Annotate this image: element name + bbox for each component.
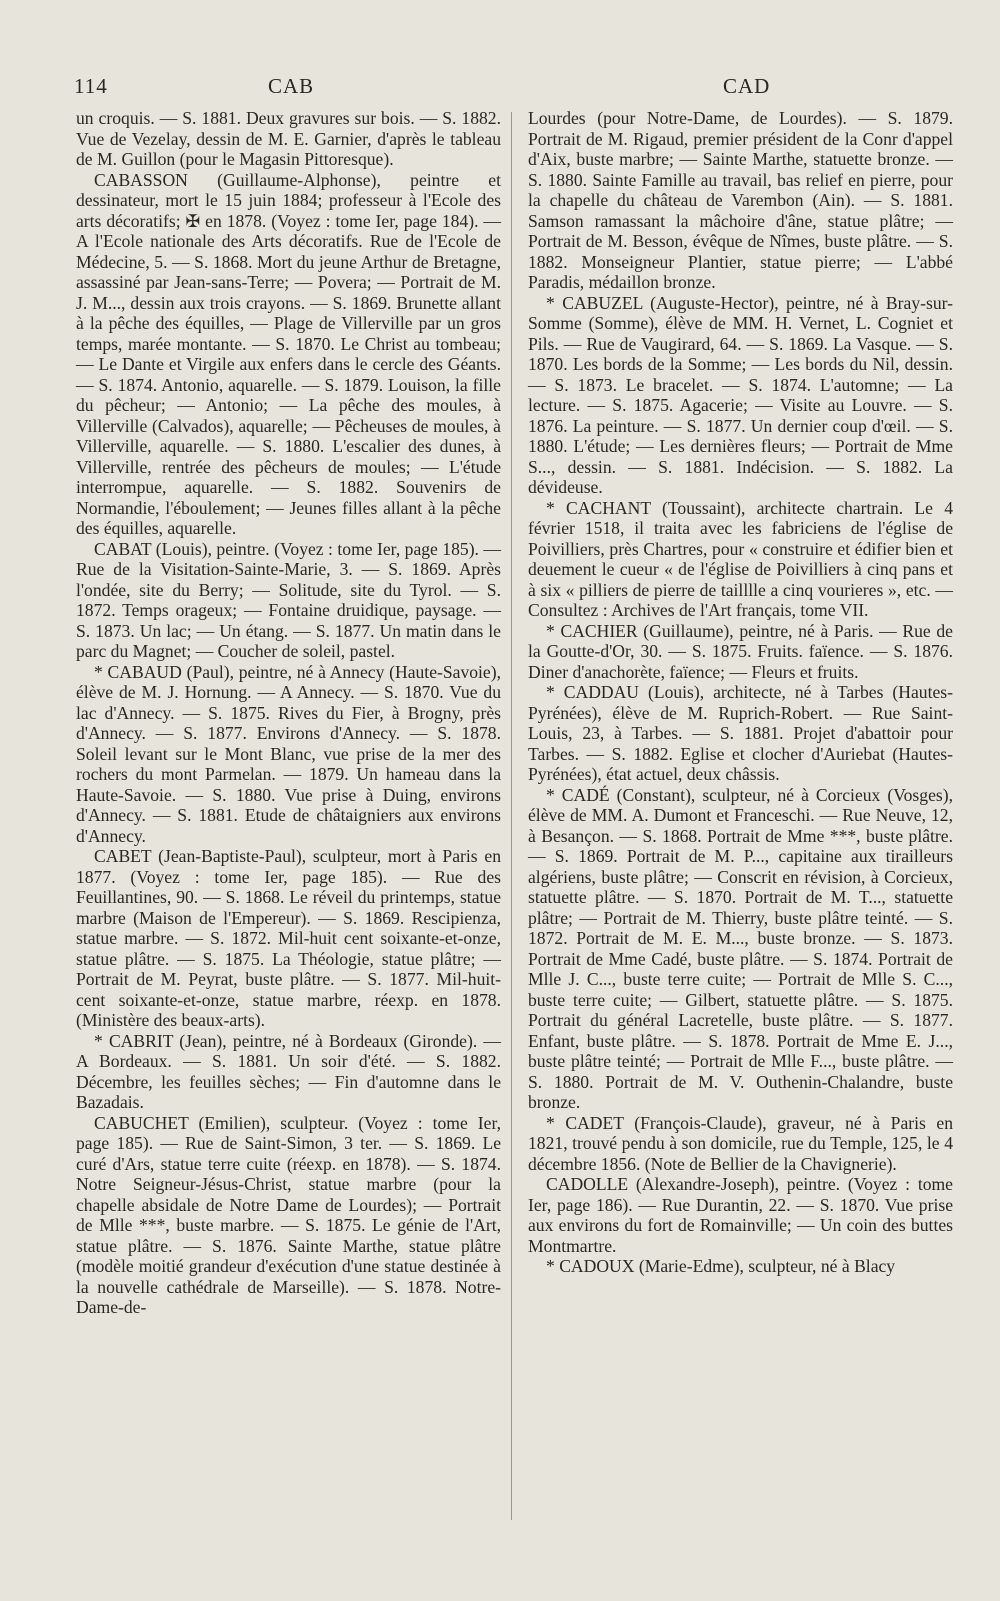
running-header bbox=[0, 74, 1000, 104]
entry-continuation: un croquis. — S. 1881. Deux gravures sur bois. — S. 1882. Vue de Vezelay, dessin de M. E. Garnier, d'après le tableau de M. Guillon (pour le Magasin Pittoresque). bbox=[76, 108, 501, 169]
entry-cabaud: * CABAUD (Paul), peintre, né à Annecy (Haute-Savoie), élève de M. J. Hornung. — A Annecy. — S. 1870. Vue du lac d'Annecy. — S. 1875. Rives du Fier, à Brogny, près d'Annecy. — S. 1877. Environs d'Annecy. — S. 1878. Soleil levant sur le Mont Blanc, vue prise de la mer des rochers du mont Parmelan. — 1879. Un hameau dans la Haute-Savoie. — S. 1880. Vue prise à Duing, environs d'Annecy. — S. 1881. Etude de châtaigniers aux environs d'Annecy. bbox=[76, 661, 501, 846]
entry-cabuchet-continuation: Lourdes (pour Notre-Dame, de Lourdes). — S. 1879. Portrait de M. Rigaud, premier président de la Conr d'appel d'Aix, buste marbre; — Sainte Marthe, statuette bronze. — S. 1880. Sainte Famille au travail, bas relief en pierre, pour la chapelle du château de Varembon (Ain). — S. 1881. Samson ramassant la mâchoire d'âne, statue plâtre; — Portrait de M. Besson, évêque de Nîmes, buste plâtre. — S. 1882. Monseigneur Plantier, statue pierre; — L'abbé Paradis, médaillon bronze. bbox=[528, 108, 953, 292]
entry-cabat: CABAT (Louis), peintre. (Voyez : tome Ier, page 185). — Rue de la Visitation-Sainte-Marie, 3. — S. 1869. Après l'ondée, site du Berry; — Solitude, site du Tyrol. — S. 1872. Temps orageux; — Fontaine druidique, paysage. — S. 1873. Un lac; — Un étang. — S. 1877. Un matin dans le parc du Magnet; — Coucher de soleil, pastel. bbox=[76, 538, 501, 661]
page-number: 114 bbox=[74, 74, 108, 98]
right-column bbox=[528, 108, 953, 1277]
entry-cachier: * CACHIER (Guillaume), peintre, né à Paris. — Rue de la Goutte-d'Or, 30. — S. 1875. Fruits. faïence. — S. 1876. Diner d'anachorète, faïence; — Fleurs et fruits. bbox=[528, 620, 953, 682]
entry-cadoux: * CADOUX (Marie-Edme), sculpteur, né à Blacy bbox=[546, 1256, 896, 1276]
entry-cabuchet: CABUCHET (Emilien), sculpteur. (Voyez : tome Ier, page 185). — Rue de Saint-Simon, 3 ter. — S. 1869. Le curé d'Ars, statue terre cuite (réexp. en 1878). — S. 1874. Notre Seigneur-Jésus-Christ, statue marbre (pour la chapelle absidale de Notre Dame de Lourdes); — Portrait de Mlle ***, buste marbre. — S. 1875. Le génie de l'Art, statue plâtre. — S. 1876. Sainte Marthe, statue plâtre (modèle moitié grandeur d'exécution d'une statue destinée à la nouvelle cathédrale de Marseille). — S. 1878. Notre-Dame-de- bbox=[76, 1112, 501, 1317]
entry-cadolle: CADOLLE (Alexandre-Joseph), peintre. (Voyez : tome Ier, page 186). — Rue Durantin, 22. — S. 1870. Vue prise aux environs du fort de Romainville; — Un coin des buttes Montmartre. bbox=[528, 1174, 953, 1256]
entry-cabuzel: * CABUZEL (Auguste-Hector), peintre, né à Bray-sur-Somme (Somme), élève de MM. H. Vernet, L. Cogniet et Pils. — Rue de Vaugirard, 64. — S. 1869. La Vasque. — S. 1870. Les bords de la Somme; — Les bords du Nil, dessin. — S. 1873. Le bracelet. — S. 1874. L'automne; — La lecture. — S. 1875. Agacerie; — Visite au Louvre. — S. 1876. La peinture. — S. 1877. Un dernier coup d'œil. — S. 1880. L'étude; — Les dernières fleurs; — Portrait de Mme S..., dessin. — S. 1881. Indécision. — S. 1882. La dévideuse. bbox=[528, 292, 953, 497]
right-running-title: CAD bbox=[723, 74, 771, 98]
entry-cade: * CADÉ (Constant), sculpteur, né à Corcieux (Vosges), élève de MM. A. Dumont et Franceschi. — Rue Neuve, 12, à Besançon. — S. 1868. Portrait de Mme ***, buste plâtre. — S. 1869. Portrait de M. P..., capitaine aux tirailleurs algériens, buste plâtre; — Conscrit en révision, à Corcieux, statuette plâtre. — S. 1870. Portrait de M. T..., statuette plâtre; — Portrait de M. Thierry, buste plâtre teinté. — S. 1872. Portrait de M. E. M..., buste bronze. — S. 1873. Portrait de Mme Cadé, buste plâtre. — S. 1874. Portrait de Mlle J. C..., buste terre cuite; — Portrait de Mlle S. C..., buste terre cuite; — Gilbert, statuette plâtre. — S. 1875. Portrait du général Lacretelle, buste plâtre. — S. 1877. Enfant, buste plâtre. — S. 1878. Portrait de Mme E. J..., buste plâtre teinté; — Portrait de Mlle F..., buste plâtre. — S. 1880. Portrait de M. V. Outhenin-Chalandre, buste bronze. bbox=[528, 784, 953, 1112]
left-column bbox=[76, 108, 501, 1318]
entry-cabet: CABET (Jean-Baptiste-Paul), sculpteur, mort à Paris en 1877. (Voyez : tome Ier, page 185). — Rue des Feuillantines, 90. — S. 1868. Le réveil du printemps, statue marbre (Maison de l'Empereur). — S. 1869. Rescipienza, statue marbre. — S. 1872. Mil-huit cent soixante-et-onze, statue plâtre. — S. 1875. La Théologie, statue plâtre; — Portrait de M. Peyrat, buste plâtre. — S. 1877. Mil-huit-cent soixante-et-onze, statue marbre, réexp. en 1878. (Ministère des beaux-arts). bbox=[76, 846, 501, 1030]
left-running-title: CAB bbox=[268, 74, 315, 98]
entry-cabasson: CABASSON (Guillaume-Alphonse), peintre et dessinateur, mort le 15 juin 1884; professeur à l'Ecole des arts décoratifs; ✠ en 1878. (Voyez : tome Ier, page 184). — A l'Ecole nationale des Arts décoratifs. Rue de l'Ecole de Médecine, 5. — S. 1868. Mort du jeune Arthur de Bretagne, assassiné par Jean-sans-Terre; — Povera; — Portrait de M. J. M..., dessin aux trois crayons. — S. 1869. Brunette allant à la pêche des équilles, — Plage de Villerville par un gros temps, marée montante. — S. 1870. Le Christ au tombeau; — Le Dante et Virgile aux enfers dans le cercle des Géants. — S. 1874. Antonio, aquarelle. — S. 1879. Louison, la fille du pêcheur; — Antonio; — La pêche des moules, à Villerville (Calvados), aquarelle; — Pêcheuses de moules, à Villerville, aquarelle. — S. 1880. L'escalier des dunes, à Villerville, rentrée des pêcheurs de moules; — L'étude interrompue, aquarelle. — S. 1882. Souvenirs de Normandie, l'éboulement; — Jeunes filles allant à la pêche des équilles, aquarelle. bbox=[76, 169, 501, 538]
entry-cachant: * CACHANT (Toussaint), architecte chartrain. Le 4 février 1518, il traita avec les fabriciens de l'église de Poivilliers, près Chartres, pour « construire et édifier bien et deuement le cueur « de l'église de Poivilliers à cinq pans et à six « pilliers de pierre de tailllle a cinq vourieres », etc. — Consultez : Archives de l'Art français, tome VII. bbox=[528, 497, 953, 620]
entry-cadet: * CADET (François-Claude), graveur, né à Paris en 1821, trouvé pendu à son domicile, rue du Temple, 125, le 4 décembre 1856. (Note de Bellier de la Chavignerie). bbox=[528, 1112, 953, 1174]
column-divider bbox=[511, 112, 512, 1520]
entry-caddau: * CADDAU (Louis), architecte, né à Tarbes (Hautes-Pyrénées), élève de M. Ruprich-Robert. — Rue Saint-Louis, 23, à Tarbes. — S. 1881. Projet d'abattoir pour Tarbes. — S. 1882. Eglise et clocher d'Auriebat (Hautes-Pyrénées), état actuel, deux châssis. bbox=[528, 682, 953, 784]
entry-cabrit: * CABRIT (Jean), peintre, né à Bordeaux (Gironde). — A Bordeaux. — S. 1881. Un soir d'été. — S. 1882. Décembre, les feuilles sèches; — Fin d'automne dans le Bazadais. bbox=[76, 1030, 501, 1112]
